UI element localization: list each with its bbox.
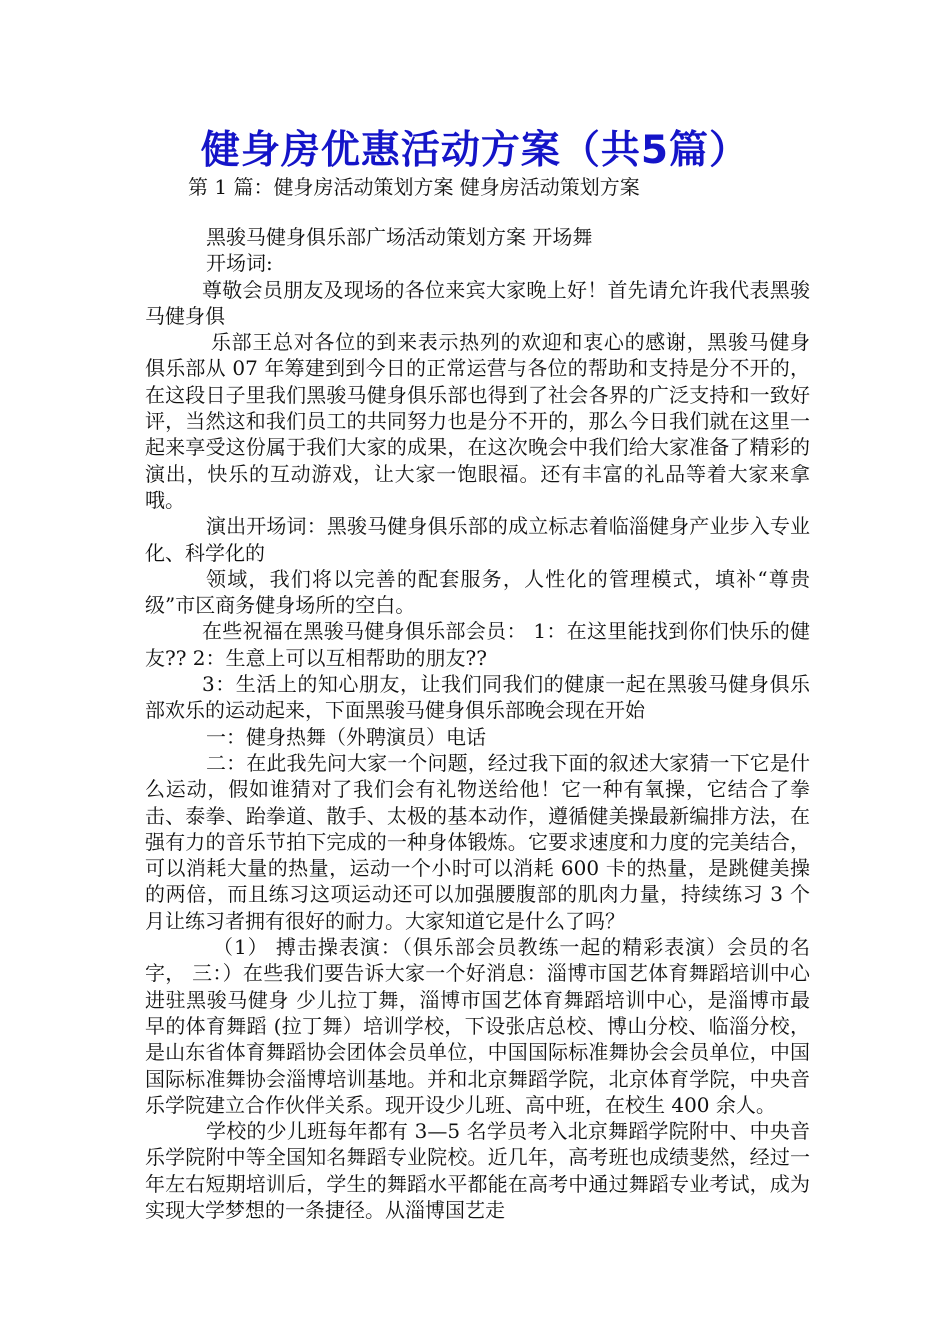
paragraph: 开场词: bbox=[206, 251, 273, 276]
paragraph: 3：生活上的知心朋友，让我们同我们的健康一起在黑骏马健身俱乐部欢乐的运动起来，下面黑骏马健身俱乐部晚会现在开始 bbox=[145, 672, 810, 723]
paragraph: 学校的少儿班每年都有 3—5 名学员考入北京舞蹈学院附中、中央音乐学院附中等全国知名舞蹈专业院校。近几年，高考班也成绩斐然，经过一年左右短期培训后，学生的舞蹈水平都能在高考中通过舞蹈专业考试，成为实现大学梦想的一条捷径。从淄博国艺走 bbox=[145, 1119, 810, 1222]
paragraph: 演出开场词：黑骏马健身俱乐部的成立标志着临淄健身产业步入专业化、科学化的 bbox=[145, 514, 810, 565]
paragraph: （1） 搏击操表演：（俱乐部会员教练一起的精彩表演）会员的名字， 三：）在些我们要告诉大家一个好消息：淄博市国艺体育舞蹈培训中心进驻黑骏马健身 少儿拉丁舞，淄博市国艺体育舞蹈培训中心，是淄博市最早的体育舞蹈 (拉丁舞）培训学校，下设张店总校、博山分校、临淄分校，是山东省体育舞蹈协会团体会员单位，中国国际标准舞协会会员单位，中国国际标准舞协会淄博培训基地。并和北京舞蹈学院，北京体育学院，中央音乐学院建立合作伙伴关系。现开设少儿班、高中班，在校生 400 余人。 bbox=[145, 935, 810, 1117]
document-subtitle: 第 1 篇：健身房活动策划方案 健身房活动策划方案 bbox=[188, 175, 640, 199]
paragraph: 乐部王总对各位的到来表示热列的欢迎和衷心的感谢，黑骏马健身俱乐部从 07 年筹建到到今日的正常运营与各位的帮助和支持是分不开的，在这段日子里我们黑骏马健身俱乐部也得到了社会各界的广泛支持和一致好评，当然这和我们员工的共同努力也是分不开的，那么今日我们就在这里一起来享受这份属于我们大家的成果，在这次晚会中我们给大家准备了精彩的演出，快乐的互动游戏，让大家一饱眼福。还有丰富的礼品等着大家来拿哦。 bbox=[145, 330, 810, 512]
paragraph: 在些祝福在黑骏马健身俱乐部会员： 1：在这里能找到你们快乐的健友?? 2：生意上可以互相帮助的朋友?? bbox=[145, 619, 810, 670]
document-title: 健身房优惠活动方案（共5篇） bbox=[200, 128, 750, 173]
paragraph: 黑骏马健身俱乐部广场活动策划方案 开场舞 bbox=[206, 225, 593, 249]
paragraph: 二：在此我先问大家一个问题，经过我下面的叙述大家猜一下它是什么运动，假如谁猜对了我们会有礼物送给他！它一种有氧操，它结合了拳击、泰拳、跆拳道、散手、太极的基本动作，遵循健美操最新编排方法，在强有力的音乐节拍下完成的一种身体锻炼。它要求速度和力度的完美结合，可以消耗大量的热量，运动一个小时可以消耗 600 卡的热量，是跳健美操的两倍，而且练习这项运动还可以加强腰腹部的肌肉力量，持续练习 3 个月让练习者拥有很好的耐力。大家知道它是什么了吗？ bbox=[145, 750, 810, 933]
paragraph: 领域，我们将以完善的配套服务，人性化的管理模式，填补“尊贵级”市区商务健身场所的空白。 bbox=[145, 566, 810, 618]
paragraph: 一：健身热舞（外聘演员）电话 bbox=[206, 724, 486, 749]
document-body bbox=[145, 224, 810, 1223]
paragraph: 尊敬会员朋友及现场的各位来宾大家晚上好！首先请允许我代表黑骏马健身俱 bbox=[145, 277, 810, 328]
